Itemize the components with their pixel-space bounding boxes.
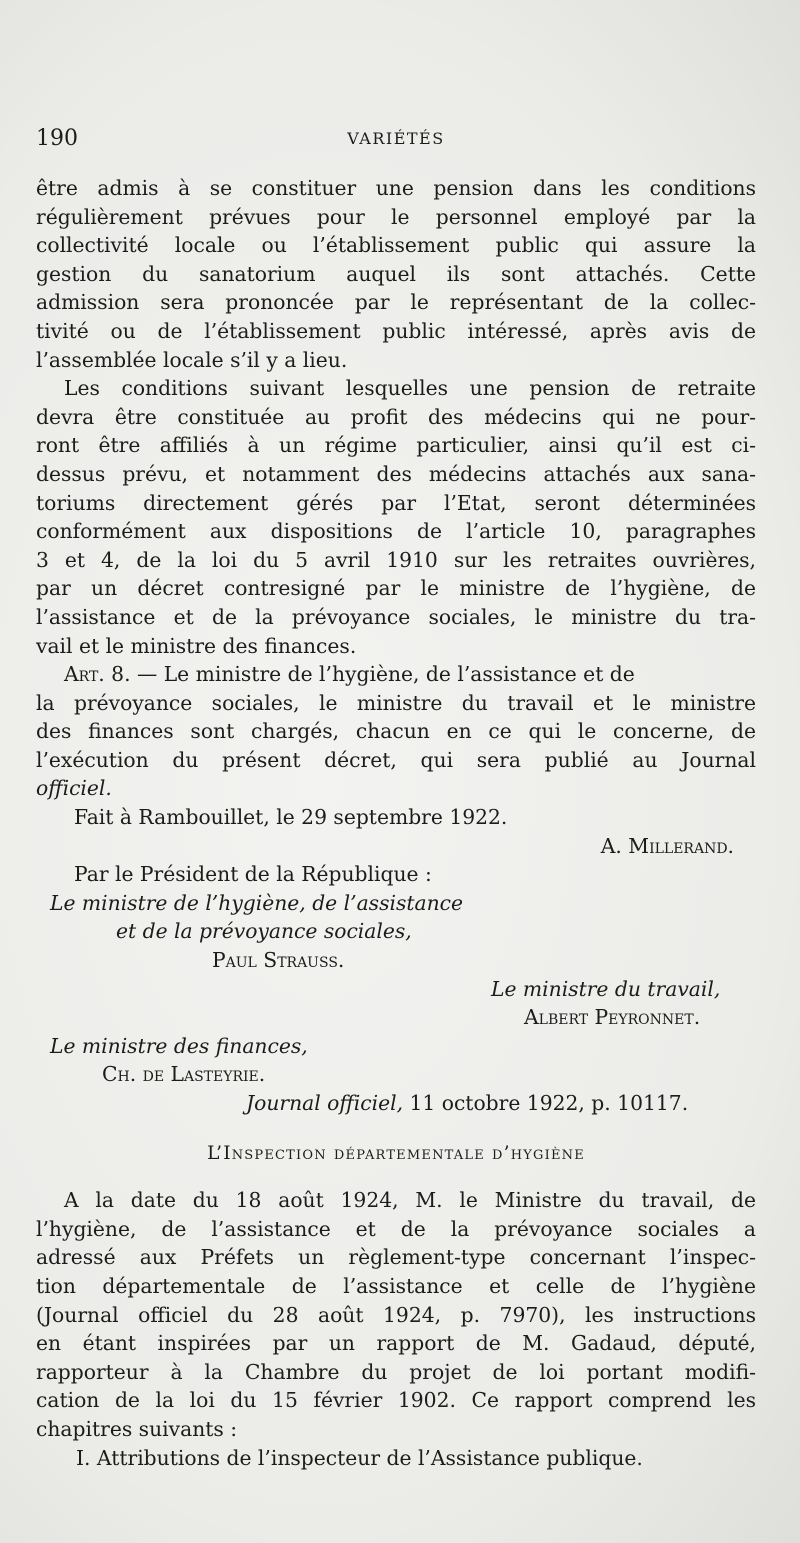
text-line: être admis à se constituer une pension dans les conditions <box>36 176 756 200</box>
text-line: par un décret contresigné par le ministre de l’hygiène, de <box>36 576 756 601</box>
section-title: L’Inspection départementale d’hygiène <box>207 1142 585 1164</box>
page-header <box>36 126 756 160</box>
text-line: l’exécution du présent décret, qui sera publié au Journal <box>36 747 756 772</box>
text-line: officiel. <box>36 776 112 801</box>
text-line: toriums directement gérés par l’Etat, seront déterminées <box>36 490 756 515</box>
text-line: Les conditions suivant lesquelles une pension de retraite <box>64 376 756 401</box>
text-line: régulièrement prévues pour le personnel employé par la <box>36 204 756 229</box>
text-line: chapitres suivants : <box>36 1416 238 1441</box>
text-line: adressé aux Préfets un règlement-type concernant l’inspec- <box>36 1245 756 1270</box>
article-label: Art. 8. <box>64 662 131 687</box>
text-line: A la date du 18 août 1924, M. le Ministre du travail, de <box>64 1188 756 1213</box>
minister-name: Paul Strauss. <box>212 948 345 973</box>
text-line: cation de la loi du 15 février 1902. Ce rapport comprend les <box>36 1388 756 1413</box>
page-number: 190 <box>36 126 78 151</box>
minister-title: Le ministre des finances, <box>50 1033 308 1058</box>
text-line: l’assistance et de la prévoyance sociales, le ministre du tra- <box>36 604 756 629</box>
text-line: collectivité locale ou l’établissement public qui assure la <box>36 233 756 258</box>
article-8-heading-line <box>36 660 756 689</box>
text-line: (Journal officiel du 28 août 1924, p. 7970), les instructions <box>36 1302 756 1327</box>
date-line: Fait à Rambouillet, le 29 septembre 1922. <box>74 805 508 830</box>
text-line: devra être constituée au profit des médecins qui ne pour- <box>36 404 756 429</box>
citation-ref: 11 octobre 1922, p. 10117. <box>403 1091 689 1115</box>
text-line: rapporteur à la Chambre du projet de loi portant modifi- <box>36 1359 756 1384</box>
text-line: la prévoyance sociales, le ministre du travail et le ministre <box>36 690 756 715</box>
enumerated-item: I. Attributions de l’inspecteur de l’Assistance publique. <box>76 1445 643 1470</box>
minister-title: Le ministre du travail, <box>491 976 721 1001</box>
minister-title: Le ministre de l’hygiène, de l’assistance <box>50 890 464 915</box>
minister-title: et de la prévoyance sociales, <box>116 919 412 944</box>
journal-name: Journal officiel, <box>246 1091 404 1115</box>
text-line: en étant inspirées par un rapport de M. Gadaud, député, <box>36 1331 756 1356</box>
source-citation <box>36 1089 756 1118</box>
text-line: des finances sont chargés, chacun en ce qui le concerne, de <box>36 719 756 744</box>
minister-name: Albert Peyronnet. <box>524 1005 701 1030</box>
text-line: l’hygiène, de l’assistance et de la prévoyance sociales a <box>36 1216 756 1241</box>
text-line: dessus prévu, et notamment des médecins attachés aux sana- <box>36 461 756 486</box>
text-line: l’assemblée locale s’il y a lieu. <box>36 347 348 372</box>
text-line: gestion du sanatorium auquel ils sont attachés. Cette <box>36 261 756 286</box>
text-fragment: — Le ministre de l’hygiène, de l’assistance et de <box>130 662 635 687</box>
body-text <box>36 174 756 1472</box>
text-line: ront être affiliés à un régime particulier, ainsi qu’il est ci- <box>36 433 756 458</box>
text-line: admission sera prononcée par le représentant de la collec- <box>36 290 756 315</box>
text-line: vail et le ministre des finances. <box>36 633 357 658</box>
by-president-line: Par le Président de la République : <box>74 862 432 887</box>
text-line: tivité ou de l’établissement public intéressé, après avis de <box>36 318 756 343</box>
signatory: A. Millerand. <box>600 833 734 858</box>
running-head: VARIÉTÉS <box>347 129 445 148</box>
text-line: tion départementale de l’assistance et celle de l’hygiène <box>36 1273 756 1298</box>
minister-name: Ch. de Lasteyrie. <box>102 1062 266 1087</box>
text-line: conformément aux dispositions de l’article 10, paragraphes <box>36 519 756 544</box>
text-line: 3 et 4, de la loi du 5 avril 1910 sur les retraites ouvrières, <box>36 547 756 572</box>
